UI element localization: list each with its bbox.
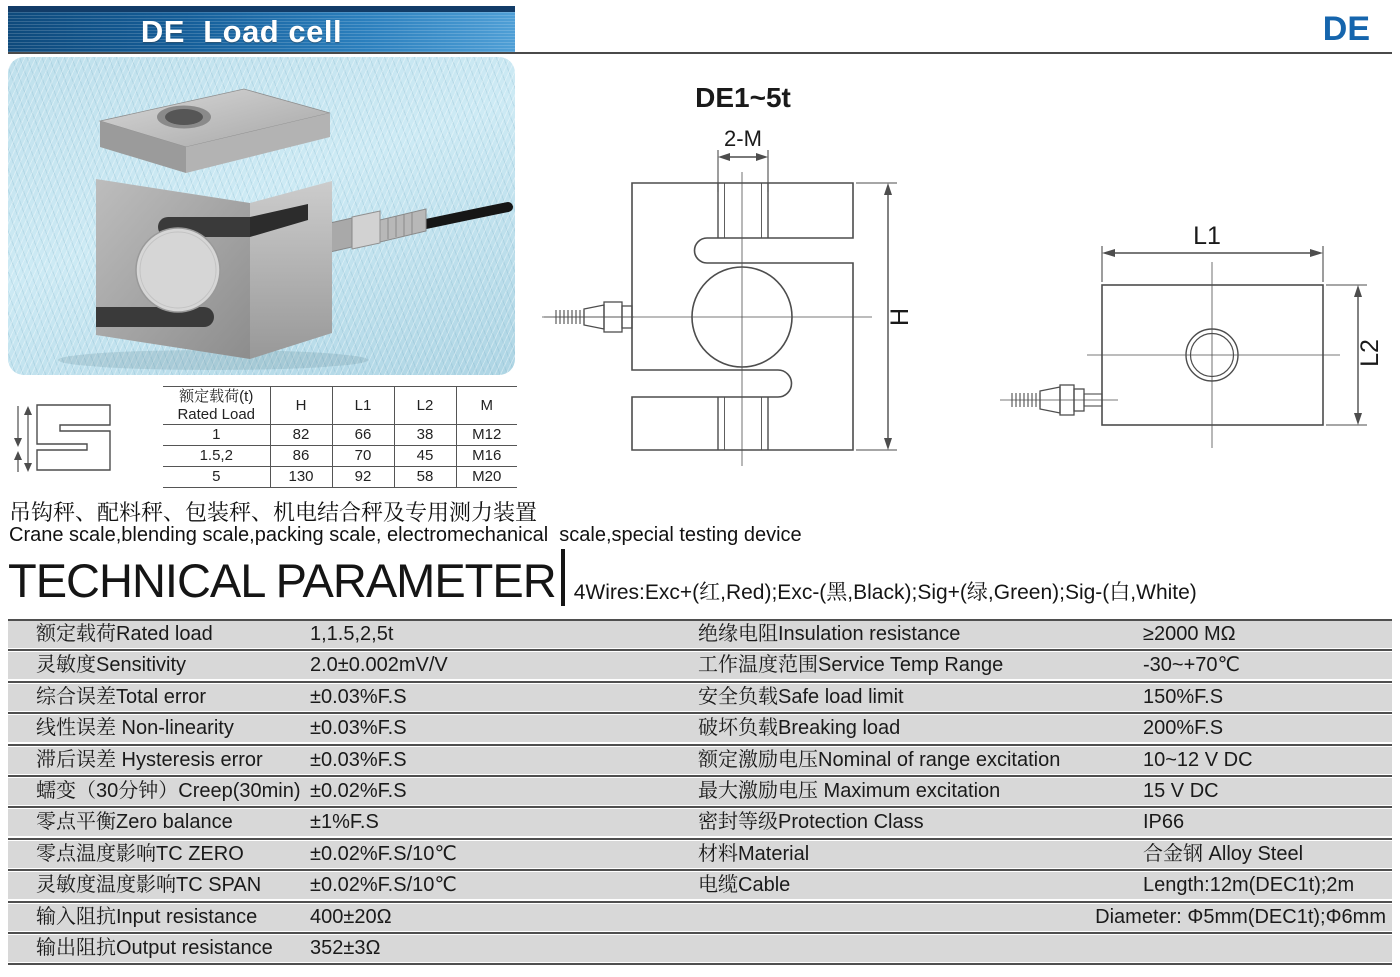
spec-label: 电缆Cable <box>698 874 791 897</box>
spec-label: 零点平衡Zero balance <box>36 811 233 834</box>
spec-label: 滞后误差 Hysteresis error <box>36 748 263 771</box>
dimension-table <box>163 386 517 488</box>
technical-parameter-header <box>8 549 1197 606</box>
spec-label: 破坏负载Breaking load <box>698 717 901 740</box>
spec-value: -30~+70℃ <box>1143 654 1240 677</box>
gauge-cover <box>136 228 220 312</box>
spec-value: ±0.03%F.S <box>310 685 407 708</box>
spec-value <box>690 935 1392 962</box>
spec-value: ≥2000 MΩ <box>1143 623 1236 645</box>
table-row <box>8 841 1392 868</box>
spec-value: 合金钢 Alloy Steel <box>1143 842 1304 865</box>
rated-load-cn: 额定载荷(t) <box>179 387 254 405</box>
col-rated-load <box>163 387 270 425</box>
cell: M20 <box>456 467 517 488</box>
spec-label: 工作温度范围Service Temp Range <box>698 654 1004 677</box>
spec-label: 密封等级Protection Class <box>698 811 924 834</box>
spec-label: 材料Material <box>698 842 810 865</box>
spec-value: 15 V DC <box>1143 779 1219 802</box>
spec-label: 安全负载Safe load limit <box>698 685 904 708</box>
cell: 38 <box>394 425 456 446</box>
spec-value: 200%F.S <box>1143 717 1224 740</box>
spec-value: 1,1.5,2,5t <box>310 623 394 645</box>
load-cell-photo-illustration <box>8 57 515 375</box>
cell: 86 <box>270 446 332 467</box>
spec-label: 输入阻抗Input resistance <box>36 905 258 928</box>
spec-label: 额定载荷Rated load <box>36 623 213 645</box>
table-row <box>163 425 517 446</box>
cell: M12 <box>456 425 517 446</box>
front-view-title: DE1~5t <box>695 82 791 113</box>
spec-label: 线性误差 Non-linearity <box>36 717 234 740</box>
wiring-note: 4Wires:Exc+(红,Red);Exc-(黑,Black);Sig+(绿,Green);Sig-(白,White) <box>573 581 1197 604</box>
l1-dimension-label: L1 <box>1193 222 1221 250</box>
cell: 92 <box>332 467 394 488</box>
cell: 45 <box>394 446 456 467</box>
table-row <box>8 872 1392 899</box>
col-l1: L1 <box>332 387 394 425</box>
col-h: H <box>270 387 332 425</box>
spec-value: 2.0±0.002mV/V <box>310 654 448 677</box>
cell: 66 <box>332 425 394 446</box>
application-text-en: Crane scale,blending scale,packing scale, electromechanical scale,special testing device <box>9 524 802 546</box>
header-divider <box>8 52 1392 54</box>
col-l2: L2 <box>394 387 456 425</box>
rated-load-en: Rated Load <box>177 405 256 423</box>
spec-value: IP66 <box>1143 811 1185 834</box>
threaded-hole <box>165 109 203 125</box>
spec-label: 绝缘电阻Insulation resistance <box>698 623 961 645</box>
dimension-table-header <box>163 387 517 425</box>
spec-label: 灵敏度温度影响TC SPAN <box>36 874 262 897</box>
spec-value: ±0.03%F.S <box>310 717 407 740</box>
header-banner <box>8 6 515 52</box>
cell: 70 <box>332 446 394 467</box>
side-view-drawing <box>985 195 1390 460</box>
page-title: DE Load cell <box>140 14 343 49</box>
table-row <box>8 904 1392 931</box>
lower-slot <box>96 307 214 327</box>
spec-value: ±0.02%F.S/10℃ <box>310 842 457 865</box>
table-row <box>8 652 1392 679</box>
spec-value: ±0.03%F.S <box>310 748 407 771</box>
height-dimension-label: H <box>886 307 914 327</box>
spec-value: ±0.02%F.S <box>310 779 407 802</box>
cell: 1.5,2 <box>163 446 270 467</box>
cell: 58 <box>394 467 456 488</box>
application-text-cn: 吊钩秤、配料秤、包装秤、机电结合秤及专用测力装置 <box>9 500 538 525</box>
spec-value: Length:12m(DEC1t);2m <box>1143 874 1355 897</box>
spec-label: 最大激励电压 Maximum excitation <box>698 779 1001 802</box>
spec-value: Diameter: Φ5mm(DEC1t);Φ6mm <box>1095 905 1386 928</box>
front-view-drawing <box>520 60 980 490</box>
cell: 130 <box>270 467 332 488</box>
spec-value: 150%F.S <box>1143 685 1224 708</box>
spec-value: ±0.02%F.S/10℃ <box>310 874 457 897</box>
product-photo <box>8 57 515 375</box>
spec-label: 额定激励电压Nominal of range excitation <box>698 748 1061 771</box>
body-side-face <box>250 181 332 359</box>
table-row <box>8 715 1392 742</box>
spec-value: 10~12 V DC <box>1143 748 1253 771</box>
table-row <box>8 809 1392 836</box>
spec-table <box>8 619 1392 966</box>
series-code-label: DE <box>1322 10 1370 48</box>
cell: M16 <box>456 446 517 467</box>
col-m: M <box>456 387 517 425</box>
spec-value: ±1%F.S <box>310 811 379 834</box>
spec-value: 400±20Ω <box>310 905 392 928</box>
table-row <box>8 684 1392 711</box>
spec-label: 灵敏度Sensitivity <box>36 654 187 677</box>
section-title: TECHNICAL PARAMETER <box>8 554 556 607</box>
thread-dimension-label: 2-M <box>724 126 762 151</box>
table-row <box>8 778 1392 805</box>
spec-label: 综合误差Total error <box>36 685 207 708</box>
heading-divider <box>561 549 565 606</box>
table-row <box>163 446 517 467</box>
table-row <box>8 747 1392 774</box>
table-row <box>163 467 517 488</box>
table-row <box>8 935 1392 962</box>
cell: 1 <box>163 425 270 446</box>
spec-label: 零点温度影响TC ZERO <box>36 842 244 865</box>
cell: 82 <box>270 425 332 446</box>
table-row <box>8 621 1392 648</box>
l2-dimension-label: L2 <box>1356 339 1384 367</box>
s-profile-icon <box>8 398 128 482</box>
spec-value: 352±3Ω <box>310 936 381 959</box>
spec-label: 蠕变（30分钟）Creep(30min) <box>36 779 301 802</box>
cell: 5 <box>163 467 270 488</box>
spec-label: 输出阻抗Output resistance <box>36 936 273 959</box>
